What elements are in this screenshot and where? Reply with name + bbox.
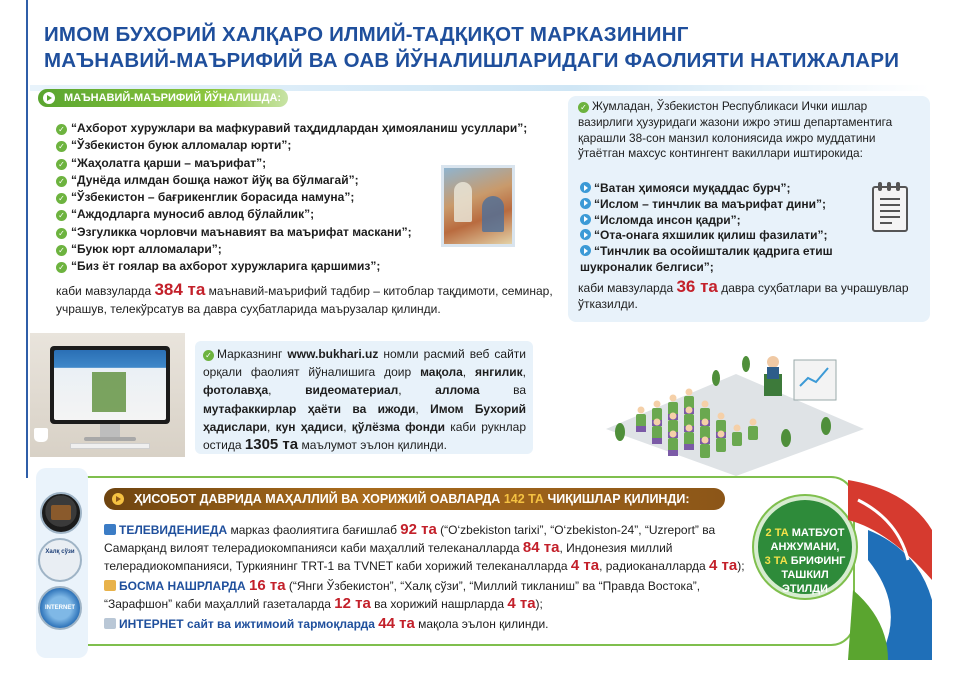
section1-summary (56, 281, 576, 318)
topic-item (56, 137, 566, 154)
colony-topic-item (580, 197, 870, 213)
topic-text: “Буюк юрт алломалари”; (71, 242, 222, 257)
topic-text: “Ўзбекистон буюк алломалар юрти”; (71, 138, 292, 153)
internet-icon: INTERNET (38, 586, 82, 630)
press-count: 16 та (249, 577, 286, 594)
monitor-stand (100, 424, 120, 438)
monitor-icon (50, 346, 170, 424)
auditorium-illustration (596, 334, 866, 476)
tv-text: марказ фаолиятига бағишлаб (227, 523, 401, 537)
foreign-press-count: 4 та (507, 595, 536, 612)
rubric-name: фотолавҳа (203, 383, 269, 398)
tv-icon (40, 492, 82, 534)
colony-topic-text: “Исломда инсон қадри”; (594, 212, 741, 227)
media-total-count: 142 ТА (503, 492, 545, 506)
rubric-name: видеоматериал (305, 383, 399, 398)
summary-text: каби мавзуларда (56, 284, 155, 298)
local-tv-count: 84 та (522, 539, 560, 556)
website-text-part: , (462, 365, 476, 380)
website-text-part: каби рукнлар остида (203, 419, 527, 453)
tv-text: , радиоканалларда (599, 559, 710, 573)
binder-ring (878, 182, 882, 191)
website-text-part: маълумот эълон қилинди. (298, 438, 447, 453)
press-paragraph (104, 577, 756, 613)
check-icon: ✓ (56, 228, 67, 239)
media-heading-bar (104, 488, 725, 510)
check-icon: ✓ (56, 141, 67, 152)
tv-count: 92 та (400, 521, 437, 538)
arrow-bullet-icon (580, 229, 591, 240)
rubric-name: аллома (435, 383, 480, 398)
document-icon (872, 186, 908, 232)
website-text-part: , (522, 365, 526, 380)
internet-count: 44 та (378, 615, 415, 632)
page-title (44, 22, 944, 74)
rubric-name: Имом Бухорий ҳадислари (203, 401, 526, 434)
press-heading: БОСМА НАШРЛАРДА (119, 579, 246, 593)
website-text (203, 345, 526, 454)
tv-heading: ТЕЛЕВИДЕНИЕДА (119, 523, 228, 537)
website-text-part: , (267, 419, 276, 434)
tv-text: , Индонезия миллий телерадиокомпанияси, Туркиянинг TRT-1 ва TVNET каби хорижий телеканалларда (104, 541, 673, 573)
topic-item (56, 120, 566, 137)
summary-text: маънавий-маърифий тадбир – китоблар тақдимоти, семинар, учрашув, телекўрсатув ва давра суҳбатларида маърузалар қилинди. (56, 284, 553, 316)
press-text: ); (535, 597, 543, 611)
topic-text: “Ўзбекистон – бағрикенглик борасида намуна”; (71, 190, 355, 205)
colony-topics-list (580, 181, 870, 276)
check-icon: ✓ (56, 176, 67, 187)
arrow-bullet-icon (580, 182, 591, 193)
badge-text: ТАШКИЛ (781, 569, 829, 581)
colony-summary-text: давра суҳбатлари ва учрашувлар ўтказилди. (578, 281, 909, 311)
topic-item (56, 258, 566, 275)
rubric-name: янгилик (475, 365, 523, 380)
events-count: 384 та (154, 280, 206, 299)
rubric-name: кун ҳадиси (275, 419, 344, 434)
binder-ring (887, 182, 891, 191)
cup-icon (34, 428, 48, 442)
colony-topic-text: “Ватан ҳимояси муқаддас бурч”; (594, 181, 791, 195)
colony-topic-item (580, 228, 870, 244)
website-screenshot (54, 350, 166, 420)
topic-text: “Аждодларга муносиб авлод бўлайлик”; (71, 207, 315, 222)
colony-summary-text: каби мавзуларда (578, 281, 677, 295)
arrow-bullet-icon (580, 214, 591, 225)
press-text: ва хорижий нашрларда (370, 597, 508, 611)
text-line (880, 198, 900, 200)
media-heading-text: ЧИҚИШЛАР ҚИЛИНДИ: (544, 492, 690, 506)
website-text-part: , (398, 383, 436, 398)
badge-text: БРИФИНГ (787, 555, 846, 567)
check-icon: ✓ (56, 210, 67, 221)
badge-text: МАТБУОТ (788, 527, 845, 539)
arrow-bullet-icon (43, 92, 55, 104)
title-line-1: ИМОМ БУХОРИЙ ХАЛҚАРО ИЛМИЙ-ТАДҚИҚОТ МАРКАЗИНИНГ (44, 23, 689, 46)
arrow-bullet-icon (580, 245, 591, 256)
rubric-name: мақола (420, 365, 463, 380)
colony-topic-text: “Ота-онага яхшилик қилиш фазилати”; (594, 228, 828, 243)
text-line (880, 210, 900, 212)
colony-topic-text: “Ислом – тинчлик ва маърифат дини”; (594, 196, 827, 211)
arrow-bullet-icon (112, 493, 124, 505)
text-line (880, 204, 900, 206)
decorative-flag-shape (848, 470, 932, 660)
rubric-name: мутафаккирлар ҳаёти ва ижоди (203, 401, 416, 416)
website-text-part: ва (479, 383, 526, 398)
media-details (104, 521, 756, 635)
website-text-part: , (415, 401, 431, 416)
globe-icon (104, 618, 116, 629)
colony-summary (578, 279, 923, 312)
website-text-part: , (343, 419, 352, 434)
badge-count: 3 ТА (764, 555, 788, 567)
binder-ring (896, 182, 900, 191)
internet-heading: ИНТЕРНЕТ сайт ва ижтимоий тармоқларда (119, 617, 375, 631)
internet-text: мақола эълон қилинди. (414, 617, 549, 631)
colony-intro (578, 99, 923, 162)
foreign-tv-count: 4 та (570, 557, 600, 574)
badge-count: 2 ТА (765, 527, 789, 539)
topic-text: “Биз ёт гоялар ва ахборот хуружларига қаршимиз”; (71, 259, 381, 274)
check-icon: ✓ (56, 193, 67, 204)
monitor-base (84, 437, 136, 441)
website-text-part: , (268, 383, 306, 398)
topic-text: “Дунёда илмдан бошқа нажот йўқ ва бўлмагай”; (71, 172, 359, 187)
check-icon: ✓ (56, 262, 67, 273)
topic-text: “Жаҳолатга қарши – маърифат”; (71, 155, 267, 170)
colony-topic-item (580, 244, 870, 276)
website-text-part: номли расмий веб сайти орқали фаолият йўналишига доир (203, 347, 527, 380)
website-text-part: Марказнинг (217, 347, 288, 361)
publications-count: 1305 та (244, 436, 299, 454)
check-icon: ✓ (203, 350, 214, 361)
badge-text: ЭТИЛДИ (782, 583, 828, 595)
colony-topic-item (580, 181, 870, 197)
check-icon: ✓ (56, 124, 67, 135)
radio-count: 4 та (709, 557, 738, 574)
topic-text: “Ахборот хуружлари ва мафкуравий таҳдидлардан ҳимояланиш усуллари”; (71, 121, 528, 135)
colony-events-count: 36 та (676, 277, 718, 296)
title-line-2: МАЪНАВИЙ-МАЪРИФИЙ ВА ОАВ ЙЎНАЛИШЛАРИДАГИ ФАОЛИЯТИ НАТИЖАЛАРИ (44, 49, 900, 72)
tv-paragraph (104, 521, 756, 575)
website-url: www.bukhari.uz (287, 347, 379, 361)
arrow-bullet-icon (580, 198, 591, 209)
section-label-spiritual (38, 89, 288, 107)
local-press-count: 12 та (334, 595, 371, 612)
tv-icon (104, 524, 116, 535)
media-heading-text: ҲИСОБОТ ДАВРИДА МАҲАЛЛИЙ ВА ХОРИЖИЙ ОАВЛАРДА (134, 492, 504, 506)
rubric-name: қўлёзма фонди (351, 419, 445, 434)
colony-topic-item (580, 213, 870, 229)
newspaper-icon: Халқ сўзи (38, 538, 82, 582)
keyboard-icon (70, 443, 150, 449)
internet-paragraph (104, 615, 756, 633)
pen-icon (104, 580, 116, 591)
painting-image (441, 165, 515, 247)
check-icon: ✓ (578, 102, 589, 113)
tv-text: ); (737, 559, 745, 573)
left-accent-rule (26, 0, 28, 478)
badge-text: АНЖУМАНИ, (770, 541, 840, 553)
press-text: (“Янги Ўзбекистон”, “Халқ сўзи”, “Миллий тикланиш” ва “Правда Востока”, “Зарафшон” каби маҳаллий газеталарда (104, 579, 701, 611)
topic-text: “Эзгуликка чорловчи маънавият ва маърифат маскани”; (71, 224, 412, 239)
check-icon: ✓ (56, 245, 67, 256)
section-label-text: МАЪНАВИЙ-МАЪРИФИЙ ЙЎНАЛИШДА: (64, 92, 282, 104)
text-line (880, 216, 900, 218)
colony-topic-text: “Тинчлик ва осойишталик қадрига етиш шукроналик белгиси”; (580, 244, 833, 274)
colony-intro-text: Жумладан, Ўзбекистон Республикаси Ички ишлар вазирлиги ҳузуридаги жазони ижро этиш департаментига қарашли 38-сон манзил колониясида ижро муддатини ўтаётган махсус контингент вакиллари иштирокида: (578, 99, 893, 161)
tv-text: (“O‘zbekiston tarixi”, “O‘zbekiston-24”, “Uzreport” ва Самарқанд вилоят телерадиокомпанияси каби маҳаллий телеканалларда (104, 523, 716, 555)
check-icon: ✓ (56, 159, 67, 170)
press-conference-badge (754, 496, 856, 598)
text-line (880, 222, 892, 224)
